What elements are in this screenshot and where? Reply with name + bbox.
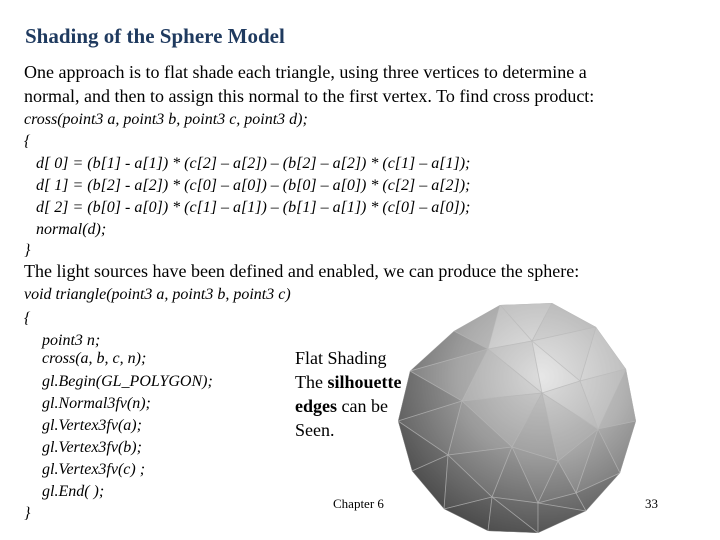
cross-code-line-5: d[ 2] = (b[0] - a[0]) * (c[1] – a[1]) – (b[1] – a[1]) * (c[0] – a[0]); [36,199,471,216]
caption-silhouette-word: silhouette [327,372,402,392]
triangle-code-line-3: point3 n; [42,332,101,349]
cross-code-line-2: { [24,133,31,150]
triangle-code-line-2: { [24,310,31,327]
triangle-code-line-6: gl.Normal3fv(n); [42,395,151,412]
triangle-code-line-8: gl.Vertex3fv(b); [42,439,142,456]
intro-line-2: normal, and then to assign this normal to the first vertex. To find cross product: [24,86,595,106]
page-title: Shading of the Sphere Model [25,24,285,48]
cross-code-line-3: d[ 0] = (b[1] - a[1]) * (c[2] – a[2]) – (b[2] – a[2]) * (c[1] – a[1]); [36,155,471,172]
caption-line-1: Flat Shading [295,348,387,368]
caption-line-2 [295,372,401,393]
cross-code-line-1: cross(point3 a, point3 b, point3 c, point3 d); [24,111,308,128]
caption-line-3-text: can be [337,396,388,416]
triangle-code-line-4: cross(a, b, c, n); [42,350,147,367]
footer-chapter: Chapter 6 [333,496,384,511]
caption-line-4: Seen. [295,420,335,440]
triangle-code-line-10: gl.End( ); [42,483,105,500]
triangle-code-line-11: } [24,505,31,522]
caption-line-3 [295,396,388,417]
footer-page-number: 33 [645,496,658,511]
caption-line-2-text: The [295,372,328,392]
cross-code-line-6: normal(d); [36,221,107,238]
cross-code-line-7: } [24,242,31,259]
triangle-code-line-1: void triangle(point3 a, point3 b, point3 c) [24,286,291,303]
triangle-code-line-9: gl.Vertex3fv(c) ; [42,461,146,478]
triangle-code-line-7: gl.Vertex3fv(a); [42,417,142,434]
triangle-code-line-5: gl.Begin(GL_POLYGON); [42,373,213,390]
intro-line-1: One approach is to flat shade each triangle, using three vertices to determine a [24,62,587,82]
flat-shaded-sphere-image [392,297,638,537]
light-text: The light sources have been defined and enabled, we can produce the sphere: [24,261,580,281]
cross-code-line-4: d[ 1] = (b[2] - a[2]) * (c[0] – a[0]) – (b[0] – a[0]) * (c[2] – a[2]); [36,177,471,194]
caption-edges-word: edges [295,396,337,416]
